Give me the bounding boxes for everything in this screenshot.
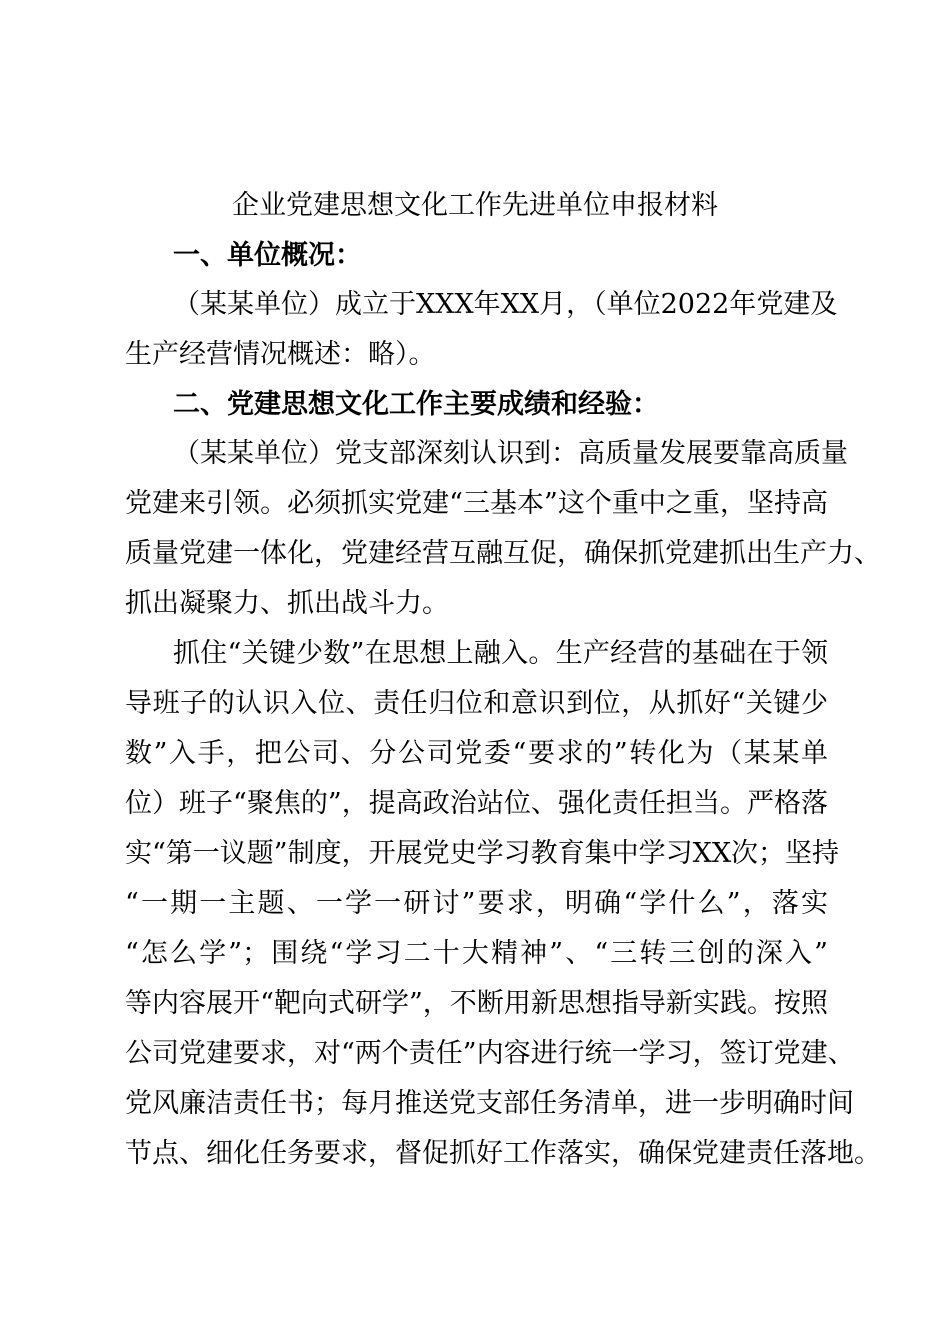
paragraph-line: （某某单位）党支部深刻认识到：高质量发展要靠高质量 [173, 438, 848, 469]
paragraph-line: “一期一主题、一学一研讨”要求，明确“学什么”，落实 [125, 888, 828, 919]
paragraph-line: 党风廉洁责任书；每月推送党支部任务清单，进一步明确时间 [125, 1088, 854, 1119]
paragraph-line: 生产经营情况概述：略）。 [125, 339, 436, 370]
paragraph-line: “怎么学”；围绕“学习二十大精神”、“三转三创的深入” [125, 938, 828, 969]
paragraph-line: 抓出凝聚力、抓出战斗力。 [125, 588, 449, 619]
paragraph-line: 等内容展开“靶向式研学”，不断用新思想指导新实践。按照 [125, 988, 828, 1019]
paragraph-line: 位）班子“聚焦的”，提高政治站位、强化责任担当。严格落 [125, 788, 828, 819]
paragraph-line: 党建来引领。必须抓实党建“三基本”这个重中之重，坚持高 [125, 488, 828, 519]
paragraph-line: 公司党建要求，对“两个责任”内容进行统一学习，签订党建、 [125, 1038, 855, 1069]
paragraph-line: 节点、细化任务要求，督促抓好工作落实，确保党建责任落地。 [125, 1138, 881, 1169]
section-heading-achievements: 二、党建思想文化工作主要成绩和经验： [173, 389, 659, 420]
paragraph-line: 导班子的认识入位、责任归位和意识到位，从抓好“关键少 [125, 688, 828, 719]
section-heading-unit-overview: 一、单位概况： [173, 240, 362, 271]
paragraph-line: 实“第一议题”制度，开展党史学习教育集中学习XX次；坚持 [125, 838, 840, 869]
paragraph-line: （某某单位）成立于XXX年XX月，（单位2022年党建及 [173, 289, 838, 320]
paragraph-line: 抓住“关键少数”在思想上融入。生产经营的基础在于领 [173, 638, 828, 669]
paragraph-line: 数”入手，把公司、分公司党委“要求的”转化为（某某单 [125, 738, 828, 769]
paragraph-line: 质量党建一体化，党建经营互融互促，确保抓党建抓出生产力、 [125, 538, 881, 569]
document-title: 企业党建思想文化工作先进单位申报材料 [232, 190, 718, 221]
